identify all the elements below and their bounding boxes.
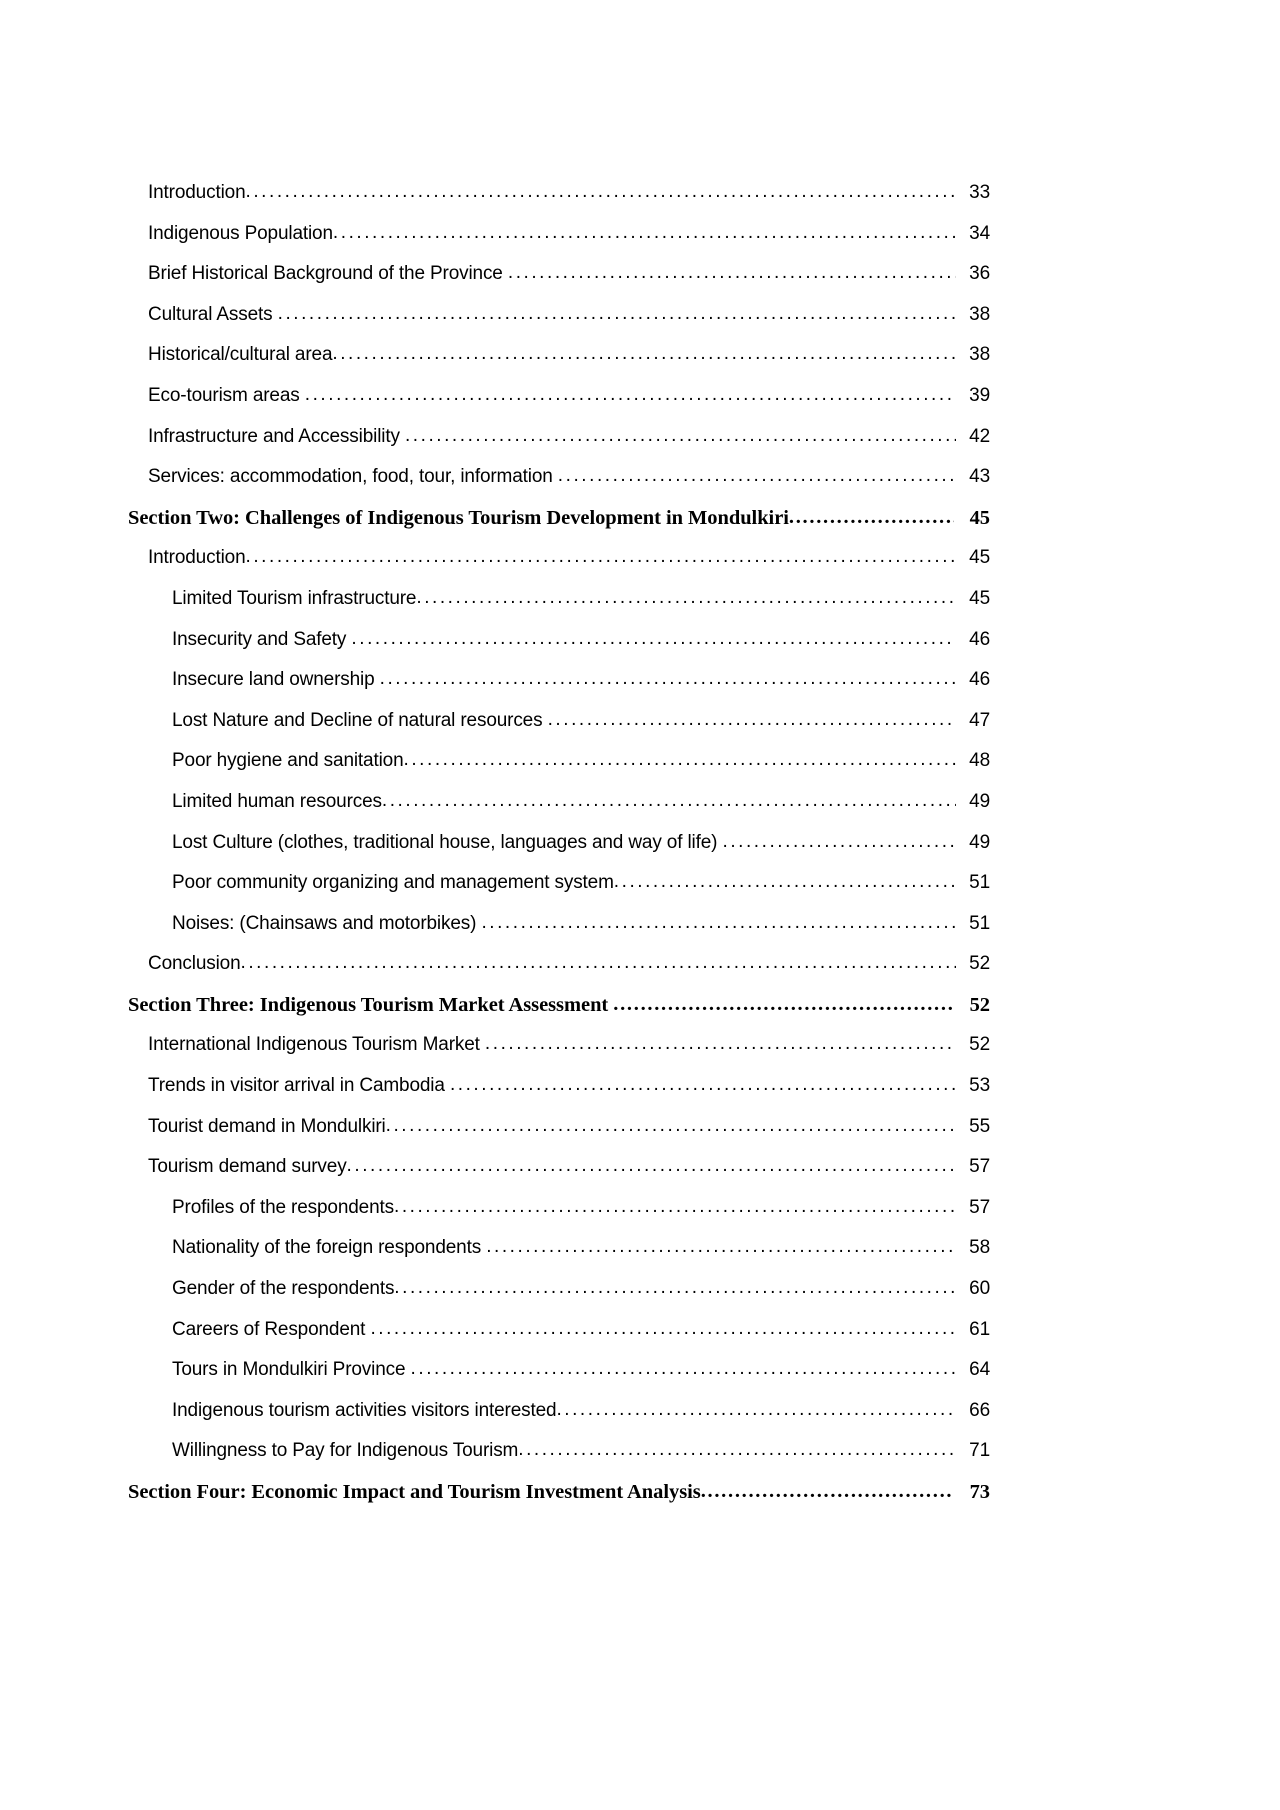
toc-entry[interactable] — [128, 1319, 990, 1360]
toc-entry-page-number: 55 — [969, 1115, 990, 1137]
toc-dot-leader — [548, 710, 956, 731]
toc-entry-label: Nationality of the foreign respondents — [172, 1237, 487, 1259]
toc-entry-label: Poor community organizing and management system — [172, 872, 614, 894]
toc-entry-label: Limited Tourism infrastructure — [172, 587, 417, 609]
toc-entry-label: Insecure land ownership — [172, 669, 380, 691]
toc-entry-label: Conclusion — [148, 953, 241, 975]
toc-entry-page-number: 33 — [969, 182, 990, 203]
toc-entry-page-number: 66 — [969, 1399, 990, 1421]
toc-entry-page-number: 46 — [969, 628, 990, 650]
toc-entry[interactable] — [128, 1075, 990, 1116]
toc-entry-page-number: 73 — [969, 1481, 990, 1503]
toc-dot-leader — [370, 1319, 956, 1340]
toc-dot-leader — [508, 263, 956, 284]
toc-entry[interactable] — [128, 1034, 990, 1075]
toc-dot-leader — [351, 629, 956, 650]
toc-dot-leader — [789, 507, 954, 529]
toc-entry[interactable] — [128, 1156, 990, 1197]
toc-entry-page-number: 53 — [969, 1075, 990, 1097]
toc-entry[interactable] — [128, 994, 990, 1035]
toc-entry[interactable] — [128, 832, 990, 873]
toc-dot-leader — [386, 1116, 956, 1137]
toc-entry-page-number: 61 — [969, 1318, 990, 1340]
toc-entry-label: Cultural Assets — [148, 303, 278, 325]
toc-entry-page-number: 34 — [969, 222, 990, 244]
toc-dot-leader — [701, 1481, 954, 1503]
toc-entry-page-number: 49 — [969, 790, 990, 812]
toc-entry-page-number: 51 — [969, 872, 990, 894]
toc-entry-label: Introduction — [148, 182, 246, 203]
toc-entry-label: Willingness to Pay for Indigenous Tourism — [172, 1440, 519, 1462]
toc-entry[interactable] — [128, 588, 990, 629]
toc-entry-label: Lost Nature and Decline of natural resources — [172, 709, 548, 731]
toc-entry-page-number: 64 — [969, 1359, 990, 1381]
toc-dot-leader — [722, 832, 956, 853]
toc-entry-label: Poor hygiene and sanitation — [172, 750, 404, 772]
toc-entry-label: Section Three: Indigenous Tourism Market Assessment — [128, 993, 614, 1016]
toc-entry[interactable] — [128, 182, 990, 223]
toc-entry-page-number: 52 — [969, 1034, 990, 1056]
toc-entry-label: Indigenous Population — [148, 222, 333, 244]
toc-dot-leader — [481, 913, 956, 934]
toc-entry-label: Gender of the respondents — [172, 1278, 395, 1300]
toc-dot-leader — [241, 953, 957, 974]
toc-dot-leader — [556, 1400, 956, 1421]
toc-entry-page-number: 39 — [969, 384, 990, 406]
toc-entry-page-number: 52 — [969, 953, 990, 975]
toc-entry-label: International Indigenous Tourism Market — [148, 1034, 485, 1056]
toc-entry-label: Lost Culture (clothes, traditional house, languages and way of life) — [172, 831, 723, 853]
toc-entry[interactable] — [128, 1197, 990, 1238]
toc-dot-leader — [405, 426, 956, 447]
toc-entry[interactable] — [128, 791, 990, 832]
toc-entry-label: Historical/cultural area — [148, 344, 333, 366]
toc-entry-label: Noises: (Chainsaws and motorbikes) — [172, 912, 482, 934]
toc-entry[interactable] — [128, 710, 990, 751]
toc-dot-leader — [411, 1359, 956, 1380]
toc-entry-page-number: 71 — [969, 1440, 990, 1462]
toc-entry-page-number: 60 — [969, 1278, 990, 1300]
toc-dot-leader — [485, 1034, 956, 1055]
toc-entry-page-number: 57 — [969, 1156, 990, 1178]
toc-entry[interactable] — [128, 750, 990, 791]
toc-entry-label: Infrastructure and Accessibility — [148, 425, 405, 447]
toc-entry-page-number: 51 — [969, 912, 990, 934]
toc-entry[interactable] — [128, 344, 990, 385]
toc-dot-leader — [394, 1197, 956, 1218]
toc-entry-label: Limited human resources — [172, 790, 382, 812]
toc-entry[interactable] — [128, 1359, 990, 1400]
toc-dot-leader — [404, 750, 956, 771]
toc-dot-leader — [278, 304, 956, 325]
table-of-contents — [128, 182, 990, 1522]
toc-entry-label: Trends in visitor arrival in Cambodia — [148, 1075, 450, 1097]
toc-entry-page-number: 38 — [969, 344, 990, 366]
toc-entry[interactable] — [128, 1440, 990, 1481]
toc-dot-leader — [382, 791, 956, 812]
toc-entry[interactable] — [128, 223, 990, 264]
toc-entry-label: Tourism demand survey — [148, 1156, 347, 1178]
toc-entry[interactable] — [128, 304, 990, 345]
toc-dot-leader — [333, 223, 956, 244]
toc-entry-label: Insecurity and Safety — [172, 628, 352, 650]
toc-dot-leader — [486, 1237, 956, 1258]
toc-dot-leader — [246, 182, 957, 203]
toc-entry-label: Eco-tourism areas — [148, 384, 305, 406]
toc-entry-label: Section Four: Economic Impact and Tourism Investment Analysis — [128, 1481, 701, 1503]
toc-entry-page-number: 52 — [969, 993, 990, 1016]
toc-entry[interactable] — [128, 629, 990, 670]
toc-dot-leader — [614, 872, 956, 893]
toc-dot-leader — [305, 385, 956, 406]
toc-entry-page-number: 43 — [969, 466, 990, 488]
toc-entry[interactable] — [128, 1116, 990, 1157]
toc-entry[interactable] — [128, 385, 990, 426]
toc-entry[interactable] — [128, 872, 990, 913]
toc-entry-page-number: 45 — [969, 547, 990, 569]
toc-entry-label: Brief Historical Background of the Province — [148, 263, 508, 285]
toc-entry[interactable] — [128, 913, 990, 954]
toc-dot-leader — [613, 994, 954, 1016]
toc-entry[interactable] — [128, 426, 990, 467]
toc-entry[interactable] — [128, 263, 990, 304]
toc-entry-page-number: 45 — [969, 587, 990, 609]
toc-entry-page-number: 42 — [969, 425, 990, 447]
toc-dot-leader — [558, 466, 956, 487]
toc-dot-leader — [416, 588, 956, 609]
toc-entry-label: Tourist demand in Mondulkiri — [148, 1115, 386, 1137]
toc-entry-page-number: 45 — [969, 506, 990, 529]
toc-entry[interactable] — [128, 669, 990, 710]
toc-entry-page-number: 47 — [969, 709, 990, 731]
toc-entry[interactable] — [128, 507, 990, 548]
toc-entry[interactable] — [128, 1237, 990, 1278]
toc-entry-page-number: 48 — [969, 750, 990, 772]
toc-entry-page-number: 46 — [969, 669, 990, 691]
toc-entry[interactable] — [128, 547, 990, 588]
toc-dot-leader — [332, 344, 956, 365]
toc-entry[interactable] — [128, 1400, 990, 1441]
toc-entry-label: Section Two: Challenges of Indigenous Tourism Development in Mondulkiri — [128, 506, 789, 529]
toc-entry[interactable] — [128, 466, 990, 507]
toc-dot-leader — [518, 1440, 956, 1461]
toc-entry-label: Tours in Mondulkiri Province — [172, 1359, 411, 1381]
toc-entry-page-number: 58 — [969, 1237, 990, 1259]
toc-entry[interactable] — [128, 953, 990, 994]
toc-entry-label: Careers of Respondent — [172, 1318, 371, 1340]
toc-entry-page-number: 36 — [969, 263, 990, 285]
toc-entry-label: Profiles of the respondents — [172, 1196, 394, 1218]
toc-entry[interactable] — [128, 1481, 990, 1522]
toc-dot-leader — [394, 1278, 956, 1299]
toc-dot-leader — [347, 1156, 956, 1177]
toc-entry-label: Indigenous tourism activities visitors interested — [172, 1399, 557, 1421]
toc-dot-leader — [246, 547, 957, 568]
toc-dot-leader — [380, 669, 956, 690]
toc-entry-label: Services: accommodation, food, tour, information — [148, 466, 558, 488]
toc-entry-page-number: 49 — [969, 831, 990, 853]
toc-entry-page-number: 38 — [969, 303, 990, 325]
toc-dot-leader — [450, 1075, 956, 1096]
toc-entry-label: Introduction — [148, 547, 246, 569]
toc-entry-page-number: 57 — [969, 1196, 990, 1218]
toc-entry[interactable] — [128, 1278, 990, 1319]
